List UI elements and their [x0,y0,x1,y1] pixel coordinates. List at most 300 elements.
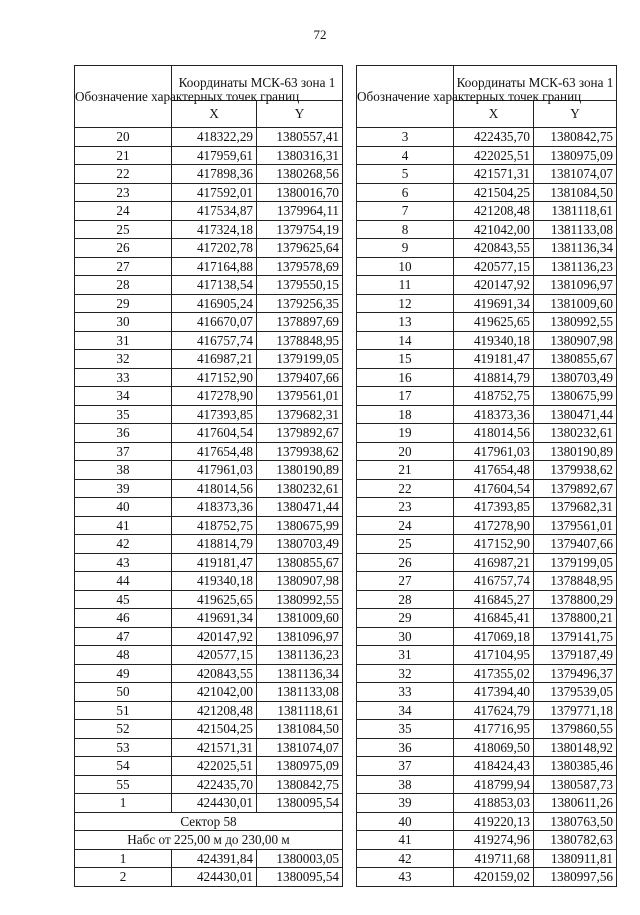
y-value: 1378800,21 [534,609,617,628]
point-id: 47 [75,627,172,646]
y-value: 1380003,05 [257,849,343,868]
x-value: 417716,95 [454,720,534,739]
y-value: 1379561,01 [534,516,617,535]
point-id: 30 [357,627,454,646]
x-value: 419625,65 [172,590,257,609]
x-value: 421504,25 [454,183,534,202]
table-row [75,498,343,517]
point-id: 35 [75,405,172,424]
y-value: 1378897,69 [257,313,343,332]
x-value: 421504,25 [172,720,257,739]
x-value: 419340,18 [172,572,257,591]
y-value: 1381096,97 [534,276,617,295]
table-row [357,165,617,184]
table-row [75,627,343,646]
point-id: 11 [357,276,454,295]
point-id: 12 [357,294,454,313]
x-value: 421042,00 [454,220,534,239]
x-value: 424430,01 [172,868,257,887]
table-row [75,331,343,350]
point-id: 26 [75,239,172,258]
point-id: 29 [357,609,454,628]
x-value: 421042,00 [172,683,257,702]
table-row [75,350,343,369]
x-value: 417624,79 [454,701,534,720]
table-row [75,646,343,665]
table-row [357,720,617,739]
point-id: 25 [357,535,454,554]
point-id: 15 [357,350,454,369]
table-row [357,442,617,461]
table-row [75,590,343,609]
table-row [357,146,617,165]
point-id: 53 [75,738,172,757]
x-value: 418814,79 [454,368,534,387]
point-id: 21 [357,461,454,480]
table-row [75,516,343,535]
table-row [357,646,617,665]
table-row [75,313,343,332]
y-value: 1378848,95 [534,572,617,591]
point-id: 55 [75,775,172,794]
table-row [357,257,617,276]
point-id: 22 [357,479,454,498]
y-value: 1379860,55 [534,720,617,739]
x-value: 419625,65 [454,313,534,332]
point-id: 29 [75,294,172,313]
table-row [75,128,343,147]
y-value: 1379550,15 [257,276,343,295]
y-value: 1379561,01 [257,387,343,406]
x-value: 422435,70 [454,128,534,147]
table-row [75,720,343,739]
table-row [75,387,343,406]
x-value: 419220,13 [454,812,534,831]
x-value: 416670,07 [172,313,257,332]
table-row [357,405,617,424]
y-value: 1380268,56 [257,165,343,184]
point-id: 5 [357,165,454,184]
y-value: 1380911,81 [534,849,617,868]
table-row [75,183,343,202]
y-value: 1381136,34 [257,664,343,683]
x-value: 419181,47 [454,350,534,369]
table-row [75,609,343,628]
point-id: 22 [75,165,172,184]
point-id: 33 [75,368,172,387]
table-row [357,220,617,239]
x-value: 418752,75 [172,516,257,535]
point-id: 20 [75,128,172,147]
table-row [357,128,617,147]
table-row [357,627,617,646]
x-value: 417534,87 [172,202,257,221]
point-id: 27 [357,572,454,591]
point-id: 23 [75,183,172,202]
x-value: 416845,41 [454,609,534,628]
x-value: 420147,92 [172,627,257,646]
height-range-label: Набс от 225,00 м до 230,00 м [75,831,343,850]
point-id: 13 [357,313,454,332]
point-id: 43 [75,553,172,572]
point-id: 16 [357,368,454,387]
table-row [75,757,343,776]
table-row [357,498,617,517]
x-value: 416757,74 [454,572,534,591]
point-id: 40 [75,498,172,517]
x-value: 416905,24 [172,294,257,313]
point-id: 45 [75,590,172,609]
table-row [357,664,617,683]
x-value: 421208,48 [454,202,534,221]
point-id: 37 [75,442,172,461]
x-value: 420147,92 [454,276,534,295]
point-id: 52 [75,720,172,739]
x-value: 422435,70 [172,775,257,794]
y-value: 1380557,41 [257,128,343,147]
x-value: 416845,27 [454,590,534,609]
y-value: 1381009,60 [534,294,617,313]
table-row [75,294,343,313]
table-row [75,165,343,184]
point-id: 33 [357,683,454,702]
x-value: 417152,90 [172,368,257,387]
y-value: 1380095,54 [257,794,343,813]
table-row [357,424,617,443]
x-value: 421571,31 [454,165,534,184]
y-value: 1379407,66 [534,535,617,554]
header-designation: Обозначение характерных точек границ [357,66,454,128]
table-row [357,812,617,831]
y-value: 1380703,49 [534,368,617,387]
point-id: 34 [357,701,454,720]
table-row [357,239,617,258]
x-value: 417592,01 [172,183,257,202]
header-x: X [172,101,257,128]
point-id: 31 [357,646,454,665]
x-value: 417152,90 [454,535,534,554]
point-id: 39 [75,479,172,498]
x-value: 418853,03 [454,794,534,813]
point-id: 2 [75,868,172,887]
x-value: 417202,78 [172,239,257,258]
point-id: 32 [75,350,172,369]
x-value: 417604,54 [172,424,257,443]
table-row [357,183,617,202]
point-id: 36 [75,424,172,443]
header-y: Y [257,101,343,128]
point-id: 6 [357,183,454,202]
x-value: 418069,50 [454,738,534,757]
table-row [357,202,617,221]
y-value: 1381136,23 [257,646,343,665]
point-id: 46 [75,609,172,628]
point-id: 44 [75,572,172,591]
y-value: 1381118,61 [534,202,617,221]
point-id: 4 [357,146,454,165]
table-row [75,738,343,757]
x-value: 420843,55 [454,239,534,258]
point-id: 18 [357,405,454,424]
x-value: 417278,90 [172,387,257,406]
table-row [357,831,617,850]
point-id: 54 [75,757,172,776]
y-value: 1379771,18 [534,701,617,720]
y-value: 1381133,08 [257,683,343,702]
y-value: 1379578,69 [257,257,343,276]
point-id: 38 [75,461,172,480]
table-row [75,368,343,387]
table-row [75,701,343,720]
y-value: 1381096,97 [257,627,343,646]
point-id: 19 [357,424,454,443]
y-value: 1380675,99 [534,387,617,406]
y-value: 1380992,55 [534,313,617,332]
table-row [75,572,343,591]
table-row [75,553,343,572]
x-value: 417069,18 [454,627,534,646]
x-value: 417959,61 [172,146,257,165]
x-value: 417961,03 [454,442,534,461]
table-row [357,479,617,498]
y-value: 1379539,05 [534,683,617,702]
point-id: 8 [357,220,454,239]
table-row [357,701,617,720]
x-value: 418814,79 [172,535,257,554]
y-value: 1379625,64 [257,239,343,258]
table-row [357,868,617,887]
y-value: 1380855,67 [257,553,343,572]
y-value: 1380975,09 [257,757,343,776]
point-id: 24 [75,202,172,221]
y-value: 1380842,75 [534,128,617,147]
table-row [357,387,617,406]
point-id: 51 [75,701,172,720]
y-value: 1380855,67 [534,350,617,369]
table-row [357,849,617,868]
x-value: 416757,74 [172,331,257,350]
y-value: 1381074,07 [257,738,343,757]
x-value: 419691,34 [454,294,534,313]
x-value: 417961,03 [172,461,257,480]
table-row [75,202,343,221]
x-value: 418752,75 [454,387,534,406]
point-id: 42 [75,535,172,554]
x-value: 418424,43 [454,757,534,776]
table-row [357,368,617,387]
table-row [75,831,343,850]
point-id: 1 [75,849,172,868]
table-row [75,276,343,295]
x-value: 419691,34 [172,609,257,628]
table-row [357,461,617,480]
y-value: 1379187,49 [534,646,617,665]
y-value: 1379199,05 [257,350,343,369]
x-value: 420159,02 [454,868,534,887]
y-value: 1378848,95 [257,331,343,350]
table-row [357,794,617,813]
x-value: 421208,48 [172,701,257,720]
y-value: 1380907,98 [257,572,343,591]
point-id: 37 [357,757,454,776]
table-row [75,220,343,239]
table-row [357,590,617,609]
y-value: 1380975,09 [534,146,617,165]
point-id: 14 [357,331,454,350]
y-value: 1380385,46 [534,757,617,776]
point-id: 1 [75,794,172,813]
y-value: 1379682,31 [534,498,617,517]
x-value: 420843,55 [172,664,257,683]
y-value: 1380016,70 [257,183,343,202]
x-value: 417324,18 [172,220,257,239]
x-value: 417138,54 [172,276,257,295]
y-value: 1381074,07 [534,165,617,184]
y-value: 1379892,67 [534,479,617,498]
x-value: 417394,40 [454,683,534,702]
y-value: 1381084,50 [534,183,617,202]
table-row [75,683,343,702]
y-value: 1379256,35 [257,294,343,313]
table-row [75,146,343,165]
header-x: X [454,101,534,128]
point-id: 26 [357,553,454,572]
x-value: 417355,02 [454,664,534,683]
point-id: 41 [75,516,172,535]
point-id: 43 [357,868,454,887]
y-value: 1379496,37 [534,664,617,683]
table-row [75,535,343,554]
page-number: 72 [313,27,327,42]
y-value: 1380842,75 [257,775,343,794]
point-id: 24 [357,516,454,535]
x-value: 424430,01 [172,794,257,813]
y-value: 1380232,61 [257,479,343,498]
point-id: 35 [357,720,454,739]
point-id: 31 [75,331,172,350]
x-value: 417654,48 [172,442,257,461]
table-row [75,479,343,498]
point-id: 38 [357,775,454,794]
table-row [75,405,343,424]
x-value: 419711,68 [454,849,534,868]
table-row [357,331,617,350]
table-row [357,276,617,295]
table-row [357,757,617,776]
y-value: 1379754,19 [257,220,343,239]
point-id: 41 [357,831,454,850]
table-row [75,868,343,887]
point-id: 42 [357,849,454,868]
y-value: 1380587,73 [534,775,617,794]
point-id: 39 [357,794,454,813]
point-id: 21 [75,146,172,165]
y-value: 1379964,11 [257,202,343,221]
y-value: 1380471,44 [257,498,343,517]
y-value: 1379938,62 [257,442,343,461]
point-id: 9 [357,239,454,258]
point-id: 28 [357,590,454,609]
table-row [75,664,343,683]
y-value: 1380095,54 [257,868,343,887]
table-row [75,812,343,831]
y-value: 1379407,66 [257,368,343,387]
y-value: 1380703,49 [257,535,343,554]
x-value: 421571,31 [172,738,257,757]
table-row [357,294,617,313]
table-row [357,775,617,794]
table-row [357,516,617,535]
point-id: 25 [75,220,172,239]
y-value: 1380997,56 [534,868,617,887]
table-row [357,553,617,572]
x-value: 418322,29 [172,128,257,147]
x-value: 417898,36 [172,165,257,184]
point-id: 20 [357,442,454,461]
point-id: 28 [75,276,172,295]
point-id: 7 [357,202,454,221]
x-value: 424391,84 [172,849,257,868]
sector-label: Сектор 58 [75,812,343,831]
y-value: 1379199,05 [534,553,617,572]
y-value: 1379938,62 [534,461,617,480]
x-value: 416987,21 [454,553,534,572]
x-value: 422025,51 [454,146,534,165]
y-value: 1380763,50 [534,812,617,831]
x-value: 417278,90 [454,516,534,535]
y-value: 1381009,60 [257,609,343,628]
y-value: 1380316,31 [257,146,343,165]
table-row [75,257,343,276]
x-value: 420577,15 [454,257,534,276]
table-row [75,849,343,868]
x-value: 417164,88 [172,257,257,276]
point-id: 27 [75,257,172,276]
point-id: 50 [75,683,172,702]
y-value: 1380907,98 [534,331,617,350]
y-value: 1381136,23 [534,257,617,276]
y-value: 1381118,61 [257,701,343,720]
table-row [75,794,343,813]
point-id: 49 [75,664,172,683]
coordinates-table-right [356,65,617,887]
y-value: 1380190,89 [534,442,617,461]
point-id: 48 [75,646,172,665]
table-row [357,572,617,591]
x-value: 420577,15 [172,646,257,665]
point-id: 3 [357,128,454,147]
coordinates-table-left [74,65,343,887]
table-row [357,350,617,369]
x-value: 417393,85 [454,498,534,517]
table-row [357,609,617,628]
y-value: 1380148,92 [534,738,617,757]
y-value: 1379892,67 [257,424,343,443]
x-value: 417104,95 [454,646,534,665]
x-value: 417604,54 [454,479,534,498]
point-id: 36 [357,738,454,757]
x-value: 418014,56 [172,479,257,498]
point-id: 23 [357,498,454,517]
y-value: 1380471,44 [534,405,617,424]
y-value: 1380190,89 [257,461,343,480]
point-id: 17 [357,387,454,406]
point-id: 40 [357,812,454,831]
y-value: 1379682,31 [257,405,343,424]
y-value: 1381084,50 [257,720,343,739]
table-row [75,239,343,258]
y-value: 1381136,34 [534,239,617,258]
